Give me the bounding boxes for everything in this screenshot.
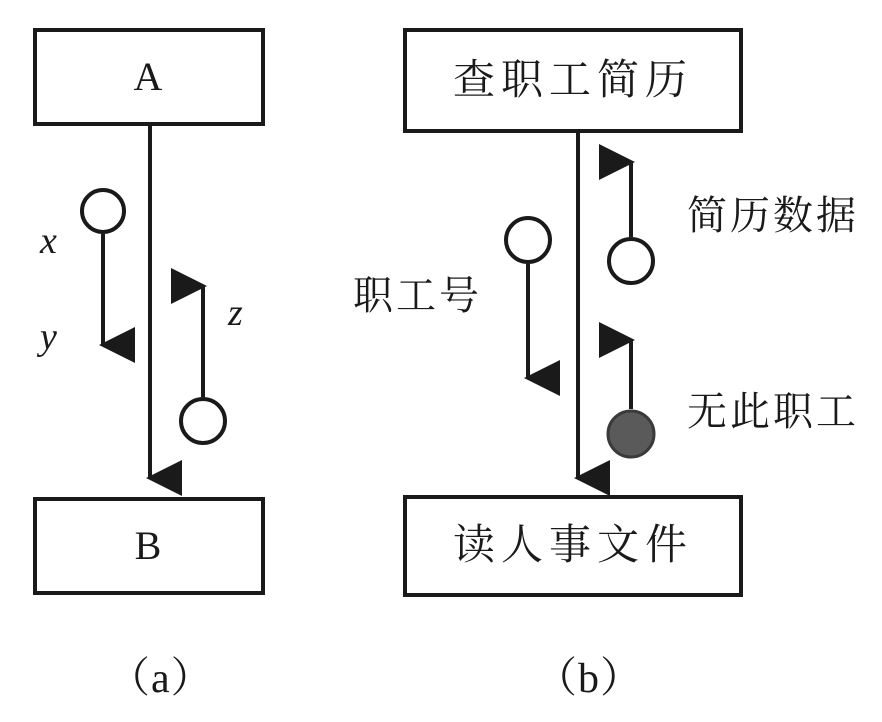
panel-b-label-input: 职工号	[353, 273, 482, 318]
panel-a-xy-arrow	[82, 190, 124, 345]
caption-panel-b: （b）	[535, 656, 644, 702]
panel-a-top-box	[33, 28, 265, 126]
panel-a-label-x: x	[40, 220, 57, 262]
panel-b-bottom-box	[403, 495, 743, 597]
panel-a-label-y: y	[40, 316, 57, 358]
panel-b-label-output-failure: 无此职工	[687, 389, 859, 434]
panel-b-label-output-success: 简历数据	[687, 193, 859, 238]
panel-a-top-box-label: A	[133, 54, 165, 99]
panel-b-output-failure-arrow	[608, 340, 654, 457]
panel-a-bottom-box	[33, 497, 265, 595]
panel-a-bottom-box-label: B	[134, 523, 164, 568]
caption-panel-a: （a）	[108, 656, 214, 702]
panel-b-top-box	[403, 28, 743, 133]
panel-b-top-box-label: 查职工简历	[452, 57, 693, 104]
panel-b-input-arrow	[506, 218, 550, 378]
panel-a-label-z: z	[228, 292, 243, 334]
panel-b-bottom-box-label: 读人事文件	[452, 523, 693, 569]
panel-b-output-success-arrow	[609, 162, 653, 283]
panel-a-z-arrow	[181, 286, 225, 443]
